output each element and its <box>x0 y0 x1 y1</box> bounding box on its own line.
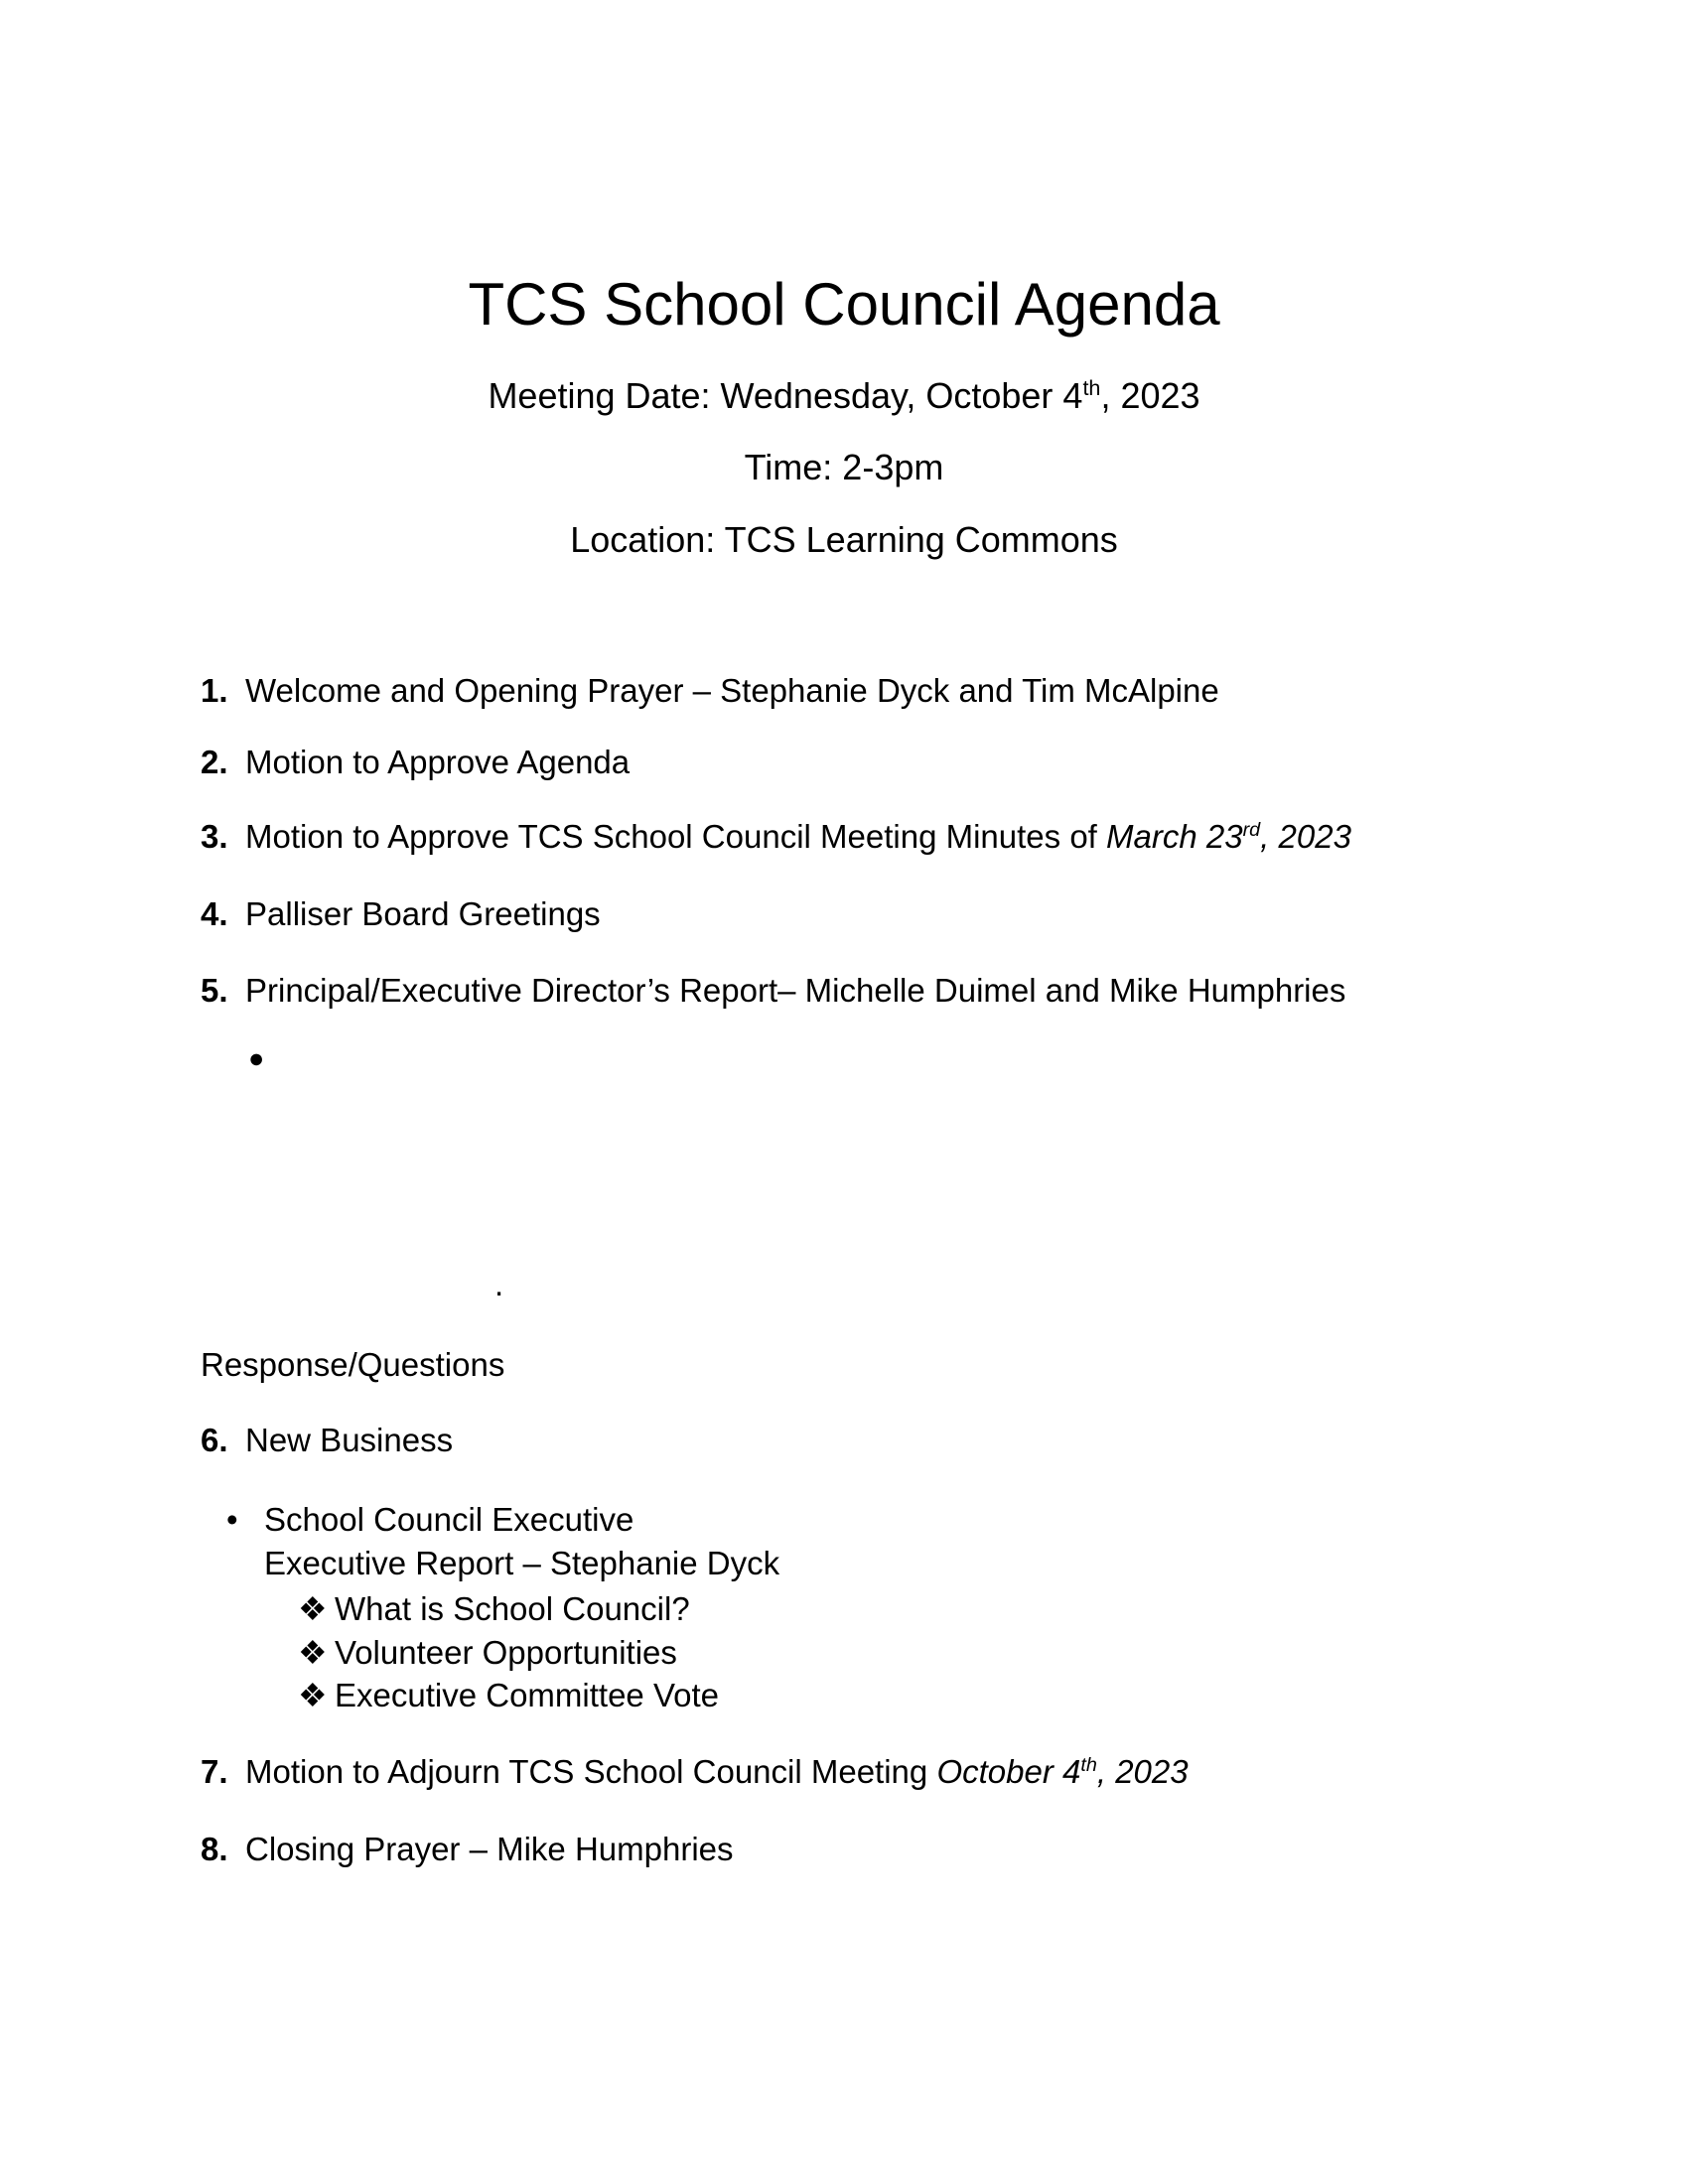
agenda-item-7 <box>201 1751 1189 1792</box>
bullet-icon: • <box>226 1501 238 1538</box>
meeting-date-prefix: Meeting Date: Wednesday, October 4 <box>488 375 1083 416</box>
item-number: 7. <box>201 1753 228 1790</box>
sub-item-1 <box>298 1588 690 1629</box>
bullet-item-text: School Council Executive <box>264 1501 634 1538</box>
diamond-bullet-icon: ❖ <box>298 1634 328 1671</box>
sub-item-2 <box>298 1632 677 1673</box>
item-text-ordinal: th <box>1080 1754 1097 1776</box>
sub-item-text: Volunteer Opportunities <box>335 1634 677 1671</box>
agenda-item-6 <box>201 1420 453 1460</box>
item-text-ordinal: rd <box>1242 819 1261 841</box>
agenda-item-8 <box>201 1829 734 1869</box>
diamond-bullet-icon: ❖ <box>298 1590 328 1627</box>
agenda-item-2 <box>201 742 630 782</box>
new-business-bullet-item <box>226 1499 633 1540</box>
item-text: New Business <box>245 1422 454 1458</box>
item-number: 2. <box>201 744 228 780</box>
item-text-date: March 23 <box>1106 818 1243 855</box>
agenda-item-4 <box>201 893 601 934</box>
diamond-bullet-icon: ❖ <box>298 1677 328 1713</box>
meeting-date-line <box>0 373 1688 418</box>
agenda-item-5 <box>201 970 1345 1011</box>
item-number: 5. <box>201 972 228 1009</box>
meeting-date-ordinal: th <box>1082 375 1101 400</box>
sub-item-3 <box>298 1675 719 1715</box>
item-text <box>245 818 1351 855</box>
item-number: 3. <box>201 818 228 855</box>
item-number: 1. <box>201 672 228 709</box>
item-text: Principal/Executive Director’s Report– Michelle Duimel and Mike Humphries <box>245 972 1346 1009</box>
item-text-prefix: Motion to Adjourn TCS School Council Meeting <box>245 1753 937 1790</box>
response-questions-label: Response/Questions <box>201 1346 505 1383</box>
item-number: 4. <box>201 895 228 932</box>
item-text: Closing Prayer – Mike Humphries <box>245 1831 734 1867</box>
bullet-icon: ● <box>248 1043 265 1073</box>
document-title: TCS School Council Agenda <box>468 271 1220 338</box>
item-text: Motion to Approve Agenda <box>245 744 631 780</box>
sub-item-text: Executive Committee Vote <box>335 1677 720 1713</box>
stray-period: . <box>494 1266 504 1302</box>
item-text <box>245 1753 1189 1790</box>
item-text: Palliser Board Greetings <box>245 895 601 932</box>
item-text-date: October 4 <box>936 1753 1081 1790</box>
item-number: 8. <box>201 1831 228 1867</box>
meeting-location-line: Location: TCS Learning Commons <box>570 519 1118 560</box>
meeting-time-line: Time: 2-3pm <box>744 447 944 487</box>
item-text-year: , 2023 <box>1096 1753 1189 1790</box>
executive-report-line: Executive Report – Stephanie Dyck <box>264 1545 780 1581</box>
agenda-item-1 <box>201 670 1219 711</box>
item-text: Welcome and Opening Prayer – Stephanie Dyck and Tim McAlpine <box>245 672 1219 709</box>
agenda-item-3 <box>201 816 1351 857</box>
item-text-prefix: Motion to Approve TCS School Council Meeting Minutes of <box>245 818 1107 855</box>
empty-bullet-item <box>248 1045 264 1072</box>
sub-item-text: What is School Council? <box>335 1590 690 1627</box>
meeting-date-suffix: , 2023 <box>1100 375 1200 416</box>
item-number: 6. <box>201 1422 228 1458</box>
item-text-year: , 2023 <box>1260 818 1351 855</box>
